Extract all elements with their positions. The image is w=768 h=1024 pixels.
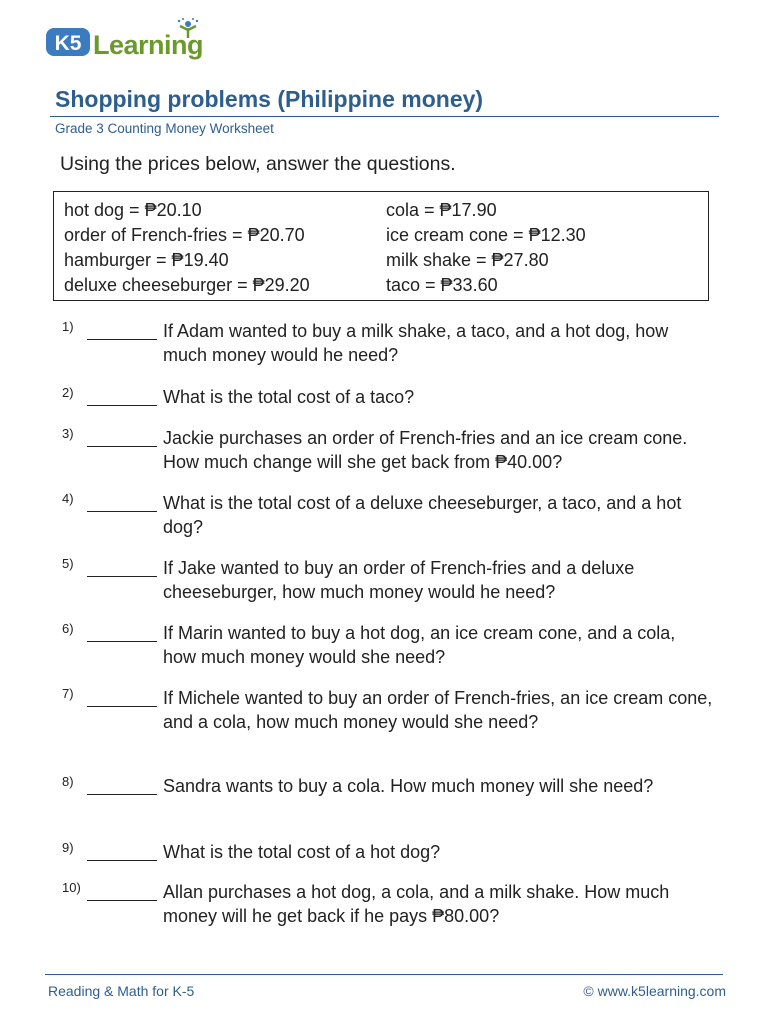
question-text: Jackie purchases an order of French-fries and an ice cream cone. How much change will she get back from ₱40.00? — [163, 428, 688, 472]
price-item: taco = ₱33.60 — [386, 275, 498, 295]
instructions: Using the prices below, answer the questions. — [60, 153, 456, 175]
question-number: 7) — [62, 686, 74, 701]
answer-blank[interactable] — [87, 641, 157, 642]
footer-website-link[interactable]: © www.k5learning.com — [583, 983, 726, 999]
question-number: 9) — [62, 840, 74, 855]
question-number: 6) — [62, 621, 74, 636]
question-text: Allan purchases a hot dog, a cola, and a milk shake. How much money will he get back if he pays ₱80.00? — [163, 882, 670, 926]
price-item: deluxe cheeseburger = ₱29.20 — [64, 275, 310, 295]
question-number: 10) — [62, 880, 81, 895]
price-column-right — [386, 198, 586, 298]
price-item: order of French-fries = ₱20.70 — [64, 225, 305, 245]
price-column-left — [64, 198, 310, 298]
worksheet-title: Shopping problems (Philippine money) — [55, 86, 484, 112]
answer-blank[interactable] — [87, 446, 157, 447]
question-number: 1) — [62, 319, 74, 334]
k5-badge-icon — [45, 22, 93, 58]
question-number: 3) — [62, 426, 74, 441]
question-text: If Jake wanted to buy an order of French-fries and a deluxe cheeseburger, how much money would he need? — [163, 558, 635, 602]
price-item: hot dog = ₱20.10 — [64, 200, 202, 220]
price-item: hamburger = ₱19.40 — [64, 250, 229, 270]
answer-blank[interactable] — [87, 576, 157, 577]
worksheet-subtitle: Grade 3 Counting Money Worksheet — [55, 121, 274, 136]
question-number: 4) — [62, 491, 74, 506]
question-text: What is the total cost of a deluxe cheeseburger, a taco, and a hot dog? — [163, 493, 682, 537]
footer-tagline: Reading & Math for K-5 — [48, 983, 195, 999]
question-number: 8) — [62, 774, 74, 789]
question-text: If Adam wanted to buy a milk shake, a taco, and a hot dog, how much money would he need? — [163, 321, 669, 365]
question-text: If Marin wanted to buy a hot dog, an ice cream cone, and a cola, how much money would she need? — [163, 623, 676, 667]
price-item: milk shake = ₱27.80 — [386, 250, 549, 270]
answer-blank[interactable] — [87, 706, 157, 707]
k5-learning-logo — [45, 22, 205, 66]
question-text: What is the total cost of a taco? — [163, 387, 415, 407]
question-text: What is the total cost of a hot dog? — [163, 842, 441, 862]
answer-blank[interactable] — [87, 511, 157, 512]
answer-blank[interactable] — [87, 794, 157, 795]
answer-blank[interactable] — [87, 405, 157, 406]
logo-badge-text: K5 — [54, 32, 82, 55]
title-divider — [50, 116, 719, 117]
question-number: 5) — [62, 556, 74, 571]
logo-wordmark: Learning — [93, 30, 204, 60]
question-number: 2) — [62, 385, 74, 400]
question-text: If Michele wanted to buy an order of French-fries, an ice cream cone, and a cola, how much money would she need? — [163, 688, 713, 732]
answer-blank[interactable] — [87, 339, 157, 340]
price-item: ice cream cone = ₱12.30 — [386, 225, 586, 245]
question-text: Sandra wants to buy a cola. How much money will she need? — [163, 776, 654, 796]
price-item: cola = ₱17.90 — [386, 200, 497, 220]
answer-blank[interactable] — [87, 860, 157, 861]
sparkle-person-icon — [173, 18, 203, 40]
price-list-box — [53, 191, 709, 301]
answer-blank[interactable] — [87, 900, 157, 901]
footer-divider — [45, 974, 723, 975]
